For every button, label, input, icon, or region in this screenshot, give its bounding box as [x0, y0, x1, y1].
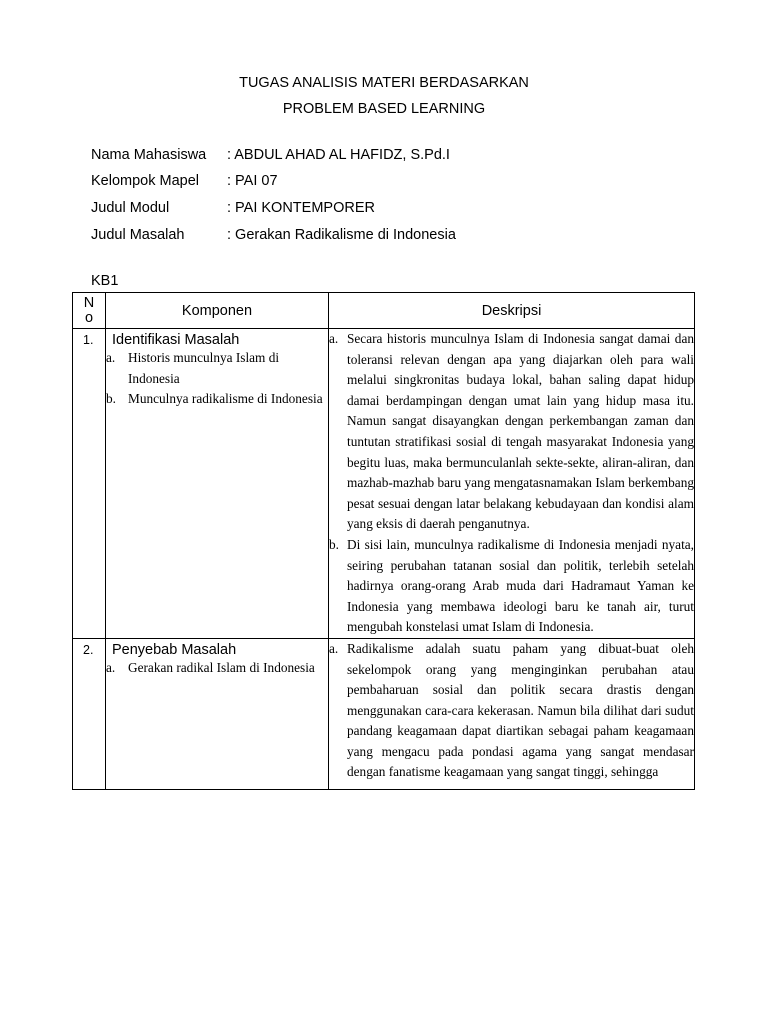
list-text: Radikalisme adalah suatu paham yang dibuat-buat oleh sekelompok orang yang menginginkan perubahan atau pembaharuan sosial dan politik secara drastis dengan menggunakan cara-cara kekerasan. Namun bila dilihat dari sudut pandang keagamaan dapat diartikan sebagai paham keagamaan yang mengacu pada pondasi agama yang sangat mendasar dengan fanatisme keagamaan yang sangat tinggi, sehingga [347, 640, 694, 780]
meta-label: Judul Modul [91, 200, 170, 216]
document-title-line-2: PROBLEM BASED LEARNING [282, 101, 486, 117]
list-item [106, 658, 328, 679]
list-marker: b. [106, 391, 116, 407]
list-item [106, 348, 328, 389]
list-marker: a. [329, 331, 339, 346]
list-marker: a. [329, 640, 339, 656]
meta-value: : PAI 07 [227, 173, 278, 189]
list-text: Munculnya radikalisme di Indonesia [128, 391, 323, 407]
list-text: Historis munculnya Islam di Indonesia [128, 350, 280, 386]
table-row [73, 638, 695, 789]
analysis-table [72, 292, 695, 790]
meta-label: Nama Mahasiswa [91, 147, 207, 163]
row-number: 1. [73, 329, 106, 639]
section-label: KB1 [91, 273, 119, 289]
header-deskripsi: Deskripsi [329, 293, 695, 329]
header-no-line-1: N [83, 294, 95, 311]
list-marker: a. [106, 659, 116, 675]
komponen-cell [106, 329, 329, 639]
deskripsi-cell [329, 638, 695, 789]
list-item [329, 329, 694, 535]
document-title-line-1: TUGAS ANALISIS MATERI BERDASARKAN [239, 75, 529, 91]
deskripsi-list [329, 329, 694, 638]
meta-value: : Gerakan Radikalisme di Indonesia [227, 227, 456, 243]
komponen-title: Penyebab Masalah [112, 641, 237, 658]
list-item [329, 535, 694, 638]
list-text: Di sisi lain, munculnya radikalisme di Indonesia menjadi nyata, seiring perubahan tatanan sosial dan politik, terlebih setelah hadirnya orang-orang Arab muda dari Hadramaut Yaman ke Indonesia yang membawa ideologi baru ke tanah air, turut mengubah konstelasi umat Islam di Indonesia. [347, 536, 694, 635]
meta-label: Kelompok Mapel [91, 173, 199, 189]
list-marker: a. [106, 350, 116, 365]
komponen-title: Identifikasi Masalah [112, 332, 240, 348]
meta-value: : ABDUL AHAD AL HAFIDZ, S.Pd.I [227, 147, 450, 163]
list-text: Gerakan radikal Islam di Indonesia [128, 659, 315, 675]
table-row [73, 329, 695, 639]
meta-row-masalah [91, 227, 456, 243]
table-header-row [73, 293, 695, 329]
meta-value: : PAI KONTEMPORER [227, 200, 375, 216]
header-komponen: Komponen [106, 293, 329, 329]
header-no-line-2: o [84, 309, 94, 326]
komponen-cell [106, 638, 329, 789]
row-number: 2. [73, 638, 106, 789]
meta-row-kelompok [91, 173, 278, 189]
meta-row-modul [91, 200, 375, 216]
meta-row-nama [91, 147, 450, 163]
list-text: Secara historis munculnya Islam di Indonesia sangat damai dan toleransi relevan dengan apa yang diajarkan oleh para wali melalui singkronitas budaya lokal, bahan saling dapat hidup damai berdampingan dengan umat lain yang hidup masa itu. Namun sangat disayangkan dengan perkembangan zaman dan tuntutan stratifikasi sosial di tengah masyarakat Indonesia yang begitu luas, maka bermunculanlah sekte-sekte, aliran-aliran, dan mazhab-mazhab baru yang mengatasnamakan Islam berkembang pesat sesuai dengan latar belakang kebudayaan dan kondisi alam yang eksis di daerah penganutnya. [347, 331, 694, 532]
list-item [329, 639, 694, 783]
komponen-list [106, 658, 328, 679]
deskripsi-list [329, 639, 694, 789]
header-no [73, 293, 106, 329]
komponen-list [106, 348, 328, 410]
list-item [106, 389, 328, 410]
deskripsi-cell [329, 329, 695, 639]
meta-label: Judul Masalah [91, 227, 185, 243]
list-marker: b. [329, 536, 339, 552]
